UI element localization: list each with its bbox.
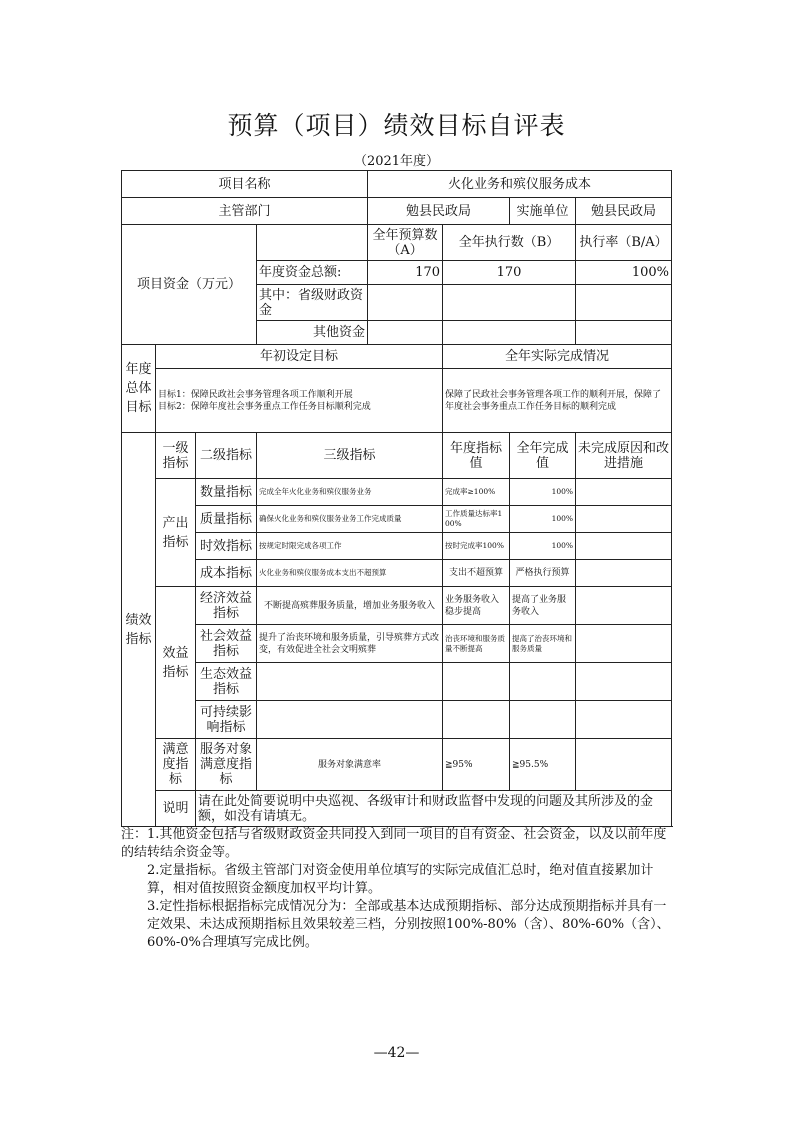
indicator-l3: 按规定时限完成各项工作 [257, 533, 443, 560]
funds-prov-rate [576, 285, 672, 321]
report-year: （2021年度） [353, 154, 440, 169]
funds-prov-label: 其中：省级财政资金 [257, 285, 368, 321]
impl-unit-value: 勉县民政局 [576, 198, 672, 225]
indicator-done: 100% [510, 506, 576, 533]
indicator-target: 治丧环境和服务质量不断提高 [443, 625, 510, 663]
funds-total-rate: 100% [576, 261, 672, 285]
indicator-l3 [257, 663, 443, 701]
indicator-reason [576, 587, 672, 625]
satisfaction-indicators-label: 满意度指标 [156, 739, 196, 791]
goals-set-header: 年初设定目标 [156, 345, 443, 369]
indicator-done: 严格执行预算 [510, 560, 576, 587]
indicator-done: 100% [510, 533, 576, 560]
funds-rate-header: 执行率（B/A） [576, 225, 672, 261]
remark-label: 说明 [156, 791, 196, 827]
output-indicators-label: 产出指标 [156, 479, 196, 587]
indicator-target: 工作质量达标率100% [443, 506, 510, 533]
indicator-target [443, 701, 510, 739]
indicator-done [510, 663, 576, 701]
goal-1: 目标1：保障民政社会事务管理各项工作顺利开展 [158, 389, 353, 400]
project-name-value: 火化业务和殡仪服务成本 [368, 171, 672, 198]
indicator-target: 按时完成率100% [443, 533, 510, 560]
impl-unit-label: 实施单位 [510, 198, 576, 225]
indicator-done [510, 701, 576, 739]
footnote-3: 3.定性指标根据指标完成情况分为：全部或基本达成预期指标、部分达成预期指标并具有一定效果、未达成预期指标且效果较差三档，分别按照100%-80%（含）、80%-60%（含）、60%-0%合理填写完成比例。 [147, 899, 670, 950]
funds-other-label: 其他资金 [257, 321, 368, 345]
indicator-l3: 完成全年火化业务和殡仪服务业务 [257, 479, 443, 506]
target-header: 年度指标值 [443, 433, 510, 479]
indicator-l2: 生态效益指标 [196, 663, 257, 701]
indicator-reason [576, 479, 672, 506]
funds-other-exec [443, 321, 576, 345]
funds-prov-budget [368, 285, 443, 321]
indicator-l3: 不断提高殡葬服务质量，增加业务服务收入 [257, 587, 443, 625]
indicator-reason [576, 701, 672, 739]
dept-value: 勉县民政局 [368, 198, 510, 225]
indicator-reason [576, 533, 672, 560]
indicators-label: 绩效指标 [122, 433, 156, 827]
goals-set-text [156, 369, 443, 433]
level2-header: 二级指标 [196, 433, 257, 479]
project-name-label: 项目名称 [122, 171, 368, 198]
indicator-l3: 提升了治丧环境和服务质量，引导殡葬方式改变，有效促进全社会文明殡葬 [257, 625, 443, 663]
indicator-reason [576, 506, 672, 533]
goals-actual-text: 保障了民政社会事务管理各项工作的顺利开展，保障了年度社会事务重点工作任务目标的顺利完成 [443, 369, 672, 433]
funds-other-rate [576, 321, 672, 345]
funds-other-budget [368, 321, 443, 345]
funds-budget-header: 全年预算数（A） [368, 225, 443, 261]
dept-label: 主管部门 [122, 198, 368, 225]
satisfaction-l2: 服务对象满意度指标 [196, 739, 257, 791]
level3-header: 三级指标 [257, 433, 443, 479]
page-title: 预算（项目）绩效目标自评表 [227, 111, 566, 140]
satisfaction-l3: 服务对象满意率 [257, 739, 443, 791]
satisfaction-done: ≧95.5% [510, 739, 576, 791]
indicator-l2: 可持续影响指标 [196, 701, 257, 739]
done-header: 全年完成值 [510, 433, 576, 479]
remark-text: 请在此处简要说明中央巡视、各级审计和财政监督中发现的问题及其所涉及的金额，如没有请填无。 [196, 791, 672, 827]
indicator-l2: 时效指标 [196, 533, 257, 560]
indicator-done: 提高了治丧环境和服务质量 [510, 625, 576, 663]
indicator-l3: 火化业务和殡仪服务成本支出不超预算 [257, 560, 443, 587]
funds-total-budget: 170 [368, 261, 443, 285]
satisfaction-reason [576, 739, 672, 791]
funds-header-blank [257, 225, 368, 261]
indicator-done: 100% [510, 479, 576, 506]
goal-2: 目标2：保障年度社会事务重点工作任务目标顺利完成 [158, 401, 371, 412]
footnote-1: 注：1.其他资金包括与省级财政资金共同投入到同一项目的自有资金、社会资金，以及以前年度的结转结余资金等。 [121, 827, 667, 860]
indicator-l3: 确保火化业务和殡仪服务业务工作完成质量 [257, 506, 443, 533]
indicator-l2: 成本指标 [196, 560, 257, 587]
indicator-reason [576, 663, 672, 701]
indicator-l2: 经济效益指标 [196, 587, 257, 625]
footnote-2: 2.定量指标。省级主管部门对资金使用单位填写的实际完成值汇总时，绝对值直接累加计算，相对值按照资金额度加权平均计算。 [147, 863, 654, 896]
indicator-target: 业务服务收入稳步提高 [443, 587, 510, 625]
funds-label: 项目资金（万元） [122, 225, 257, 345]
evaluation-table [121, 170, 672, 827]
goals-label: 年度总体目标 [122, 345, 156, 433]
indicator-target [443, 663, 510, 701]
goals-actual-header: 全年实际完成情况 [443, 345, 672, 369]
indicator-l2: 社会效益指标 [196, 625, 257, 663]
funds-total-label: 年度资金总额: [257, 261, 368, 285]
indicator-l3 [257, 701, 443, 739]
indicator-l2: 数量指标 [196, 479, 257, 506]
satisfaction-target: ≧95% [443, 739, 510, 791]
indicator-done: 提高了业务服务收入 [510, 587, 576, 625]
funds-prov-exec [443, 285, 576, 321]
reason-header: 未完成原因和改进措施 [576, 433, 672, 479]
benefit-indicators-label: 效益指标 [156, 587, 196, 739]
footnotes [121, 826, 673, 952]
indicator-target: 支出不超预算 [443, 560, 510, 587]
funds-exec-header: 全年执行数（B） [443, 225, 576, 261]
indicator-target: 完成率≥100% [443, 479, 510, 506]
page-number: —42— [373, 1045, 420, 1061]
indicator-l2: 质量指标 [196, 506, 257, 533]
level1-header: 一级指标 [156, 433, 196, 479]
indicator-reason [576, 560, 672, 587]
funds-total-exec: 170 [443, 261, 576, 285]
indicator-reason [576, 625, 672, 663]
